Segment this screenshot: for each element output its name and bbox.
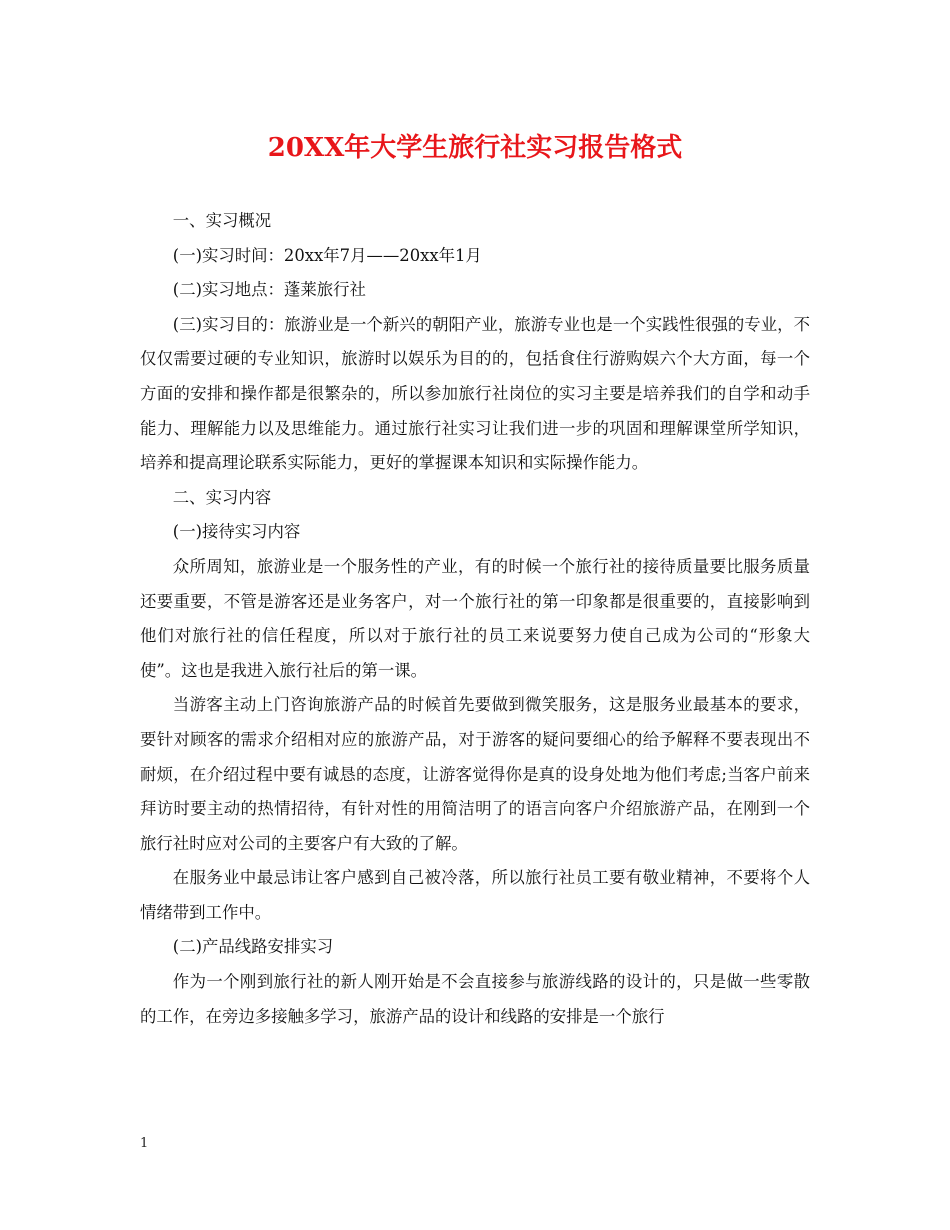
subsection-heading-reception: (一)接待实习内容 xyxy=(172,522,301,542)
internship-time: (一)实习时间：20xx年7月——20xx年1月 xyxy=(172,245,482,265)
internship-location: (二)实习地点：蓬莱旅行社 xyxy=(172,280,366,300)
section-heading-overview: 一、实习概况 xyxy=(172,211,272,230)
internship-purpose: (三)实习目的：旅游业是一个新兴的朝阳产业，旅游专业也是一个实践性很强的专业，不仅仅需要过硬的专业知识，旅游时以娱乐为目的的，包括食住行游购娱六个大方面，每一个方面的安排和操作都是很繁杂的，所以参加旅行社岗位的实习主要是培养我们的自学和动手能力、理解能力以及思维能力。通过旅行社实习让我们进一步的巩固和理解课堂所学知识，培养和提高理论联系实际能力，更好的掌握课本知识和实际操作能力。 xyxy=(140,314,810,473)
document-body xyxy=(140,204,810,1034)
paragraph-reception-service: 当游客主动上门咨询旅游产品的时候首先要做到微笑服务，这是服务业最基本的要求，要针对顾客的需求介绍相对应的旅游产品，对于游客的疑问要细心的给予解释不要表现出不耐烦，在介绍过程中要有诚恳的态度，让游客觉得你是真的设身处地为他们考虑;当客户前来拜访时要主动的热情招待，有针对性的用简洁明了的语言向客户介绍旅游产品，在刚到一个旅行社时应对公司的主要客户有大致的了解。 xyxy=(140,695,810,853)
subsection-heading-product-route: (二)产品线路安排实习 xyxy=(172,937,334,957)
document-title: 20XX年大学生旅行社实习报告格式 xyxy=(267,133,683,163)
paragraph-product-route: 作为一个刚到旅行社的新人刚开始是不会直接参与旅游线路的设计的，只是做一些零散的工作，在旁边多接触多学习，旅游产品的设计和线路的安排是一个旅行 xyxy=(140,972,810,1026)
section-heading-content: 二、实习内容 xyxy=(172,487,272,507)
paragraph-reception-attitude: 在服务业中最忌讳让客户感到自己被冷落，所以旅行社员工要有敬业精神，不要将个人情绪带到工作中。 xyxy=(140,868,810,922)
page-number: 1 xyxy=(140,1136,149,1151)
paragraph-reception-intro: 众所周知，旅游业是一个服务性的产业，有的时候一个旅行社的接待质量要比服务质量还要重要，不管是游客还是业务客户，对一个旅行社的第一印象都是很重要的，直接影响到他们对旅行社的信任程度，所以对于旅行社的员工来说要努力使自己成为公司的“形象大使”。这也是我进入旅行社后的第一课。 xyxy=(140,556,810,680)
